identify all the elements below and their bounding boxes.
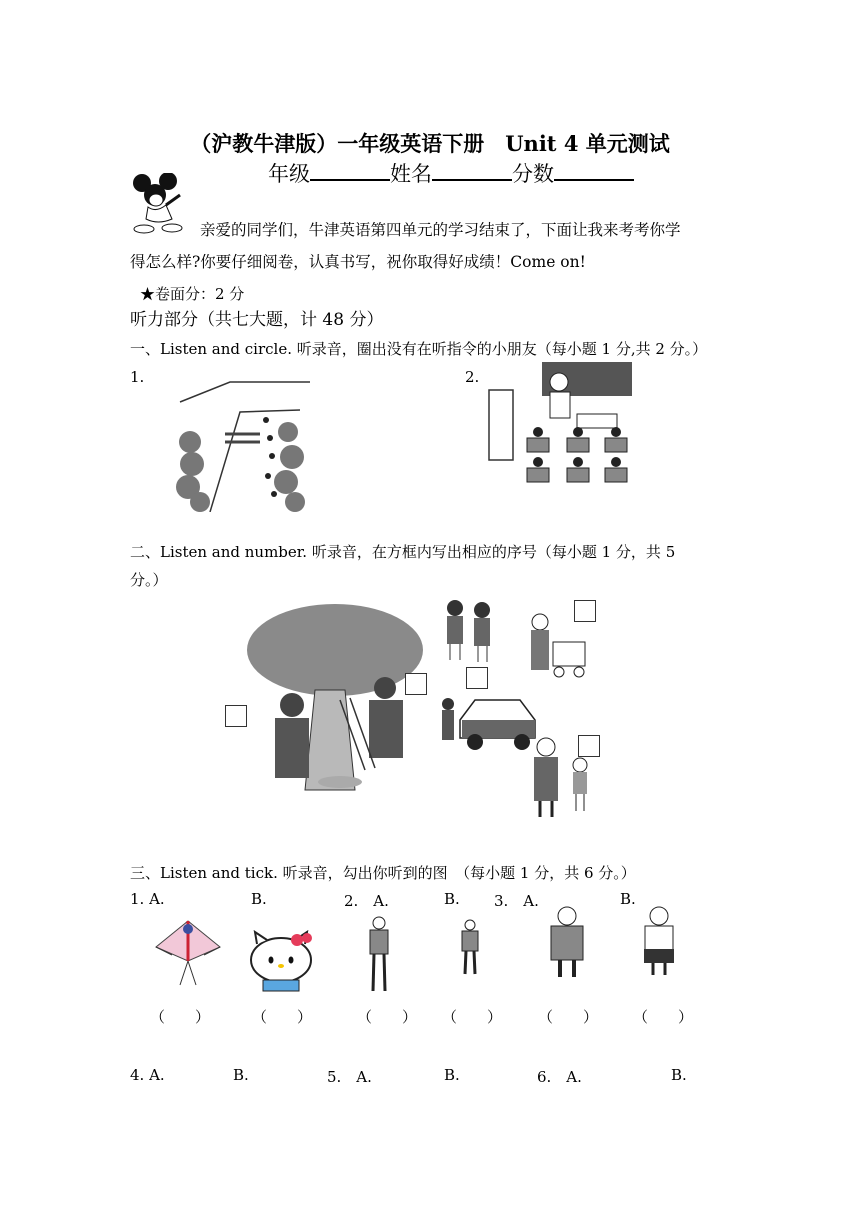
answer-box-4[interactable]: [466, 667, 488, 689]
q3-label: 3. A.: [494, 892, 539, 910]
section2-title-line2: 分。）: [130, 571, 168, 589]
q4-label: 4. A.: [130, 1066, 165, 1084]
answer-box-2[interactable]: [405, 673, 427, 695]
section3-title: 三、Listen and tick. 听录音，勾出你听到的图 （每小题 1 分，共 6 分。）: [130, 864, 636, 882]
answer-paren-3b[interactable]: （ ）: [633, 1008, 694, 1026]
section1-item1-label: 1.: [130, 368, 145, 386]
intro-line-2: 得怎么样?你要仔细阅卷，认真书写，祝你取得好成绩！Come on!: [130, 253, 586, 271]
q1-label: 1. A.: [130, 890, 165, 908]
tree-rescue-illustration: [245, 600, 425, 810]
section1-title: 一、Listen and circle. 听录音，圈出没有在听指令的小朋友（每小题 1 分,共 2 分。）: [130, 340, 708, 358]
answer-box-3[interactable]: [574, 600, 596, 622]
vendor-cart-illustration: [525, 612, 590, 682]
answer-box-1[interactable]: [225, 705, 247, 727]
two-children-illustration: [440, 598, 500, 668]
name-blank[interactable]: [432, 161, 512, 181]
student-info-line: [268, 158, 634, 188]
section2-title-line1: 二、Listen and number. 听录音，在方框内写出相应的序号（每小题 1 分，共 5: [130, 543, 676, 561]
answer-paren-1a[interactable]: （ ）: [150, 1008, 211, 1026]
answer-box-5[interactable]: [578, 735, 600, 757]
classroom-illustration: [487, 360, 637, 500]
short-man-image: [455, 918, 485, 978]
name-label: 姓名: [390, 162, 432, 186]
car-repair-illustration: [440, 690, 540, 755]
score-blank[interactable]: [554, 161, 634, 181]
mickey-mouse-illustration: [128, 173, 188, 235]
grandmother-image: [638, 905, 680, 977]
answer-paren-3a[interactable]: （ ）: [538, 1008, 599, 1026]
q2-option-b-label: B.: [444, 890, 460, 908]
q6-label: 6. A.: [537, 1068, 582, 1086]
tall-man-image: [362, 915, 396, 995]
q3-option-b-label: B.: [620, 890, 636, 908]
neatness-score: ★卷面分：2 分: [140, 285, 245, 303]
page-title: （沪教牛津版）一年级英语下册 Unit 4 单元测试: [190, 131, 670, 156]
section1-item2-label: 2.: [465, 368, 480, 386]
q1-option-b-label: B.: [251, 890, 267, 908]
answer-paren-1b[interactable]: （ ）: [252, 1008, 313, 1026]
grandfather-image: [545, 905, 589, 979]
q5-option-b-label: B.: [444, 1066, 460, 1084]
q4-option-b-label: B.: [233, 1066, 249, 1084]
answer-paren-2b[interactable]: （ ）: [442, 1008, 503, 1026]
listening-section-title: 听力部分（共七大题，计 48 分）: [130, 310, 384, 330]
q6-option-b-label: B.: [671, 1066, 687, 1084]
answer-paren-2a[interactable]: （ ）: [357, 1008, 418, 1026]
grade-label: 年级: [268, 162, 310, 186]
hello-kitty-image: [247, 930, 317, 992]
grade-blank[interactable]: [310, 161, 390, 181]
kite-image: [152, 915, 224, 989]
q5-label: 5. A.: [327, 1068, 372, 1086]
street-crossing-illustration: [170, 372, 312, 512]
intro-line-1: 亲爱的同学们，牛津英语第四单元的学习结束了，下面让我来考考你学: [200, 221, 681, 239]
score-label: 分数: [512, 162, 554, 186]
q2-label: 2. A.: [344, 892, 389, 910]
